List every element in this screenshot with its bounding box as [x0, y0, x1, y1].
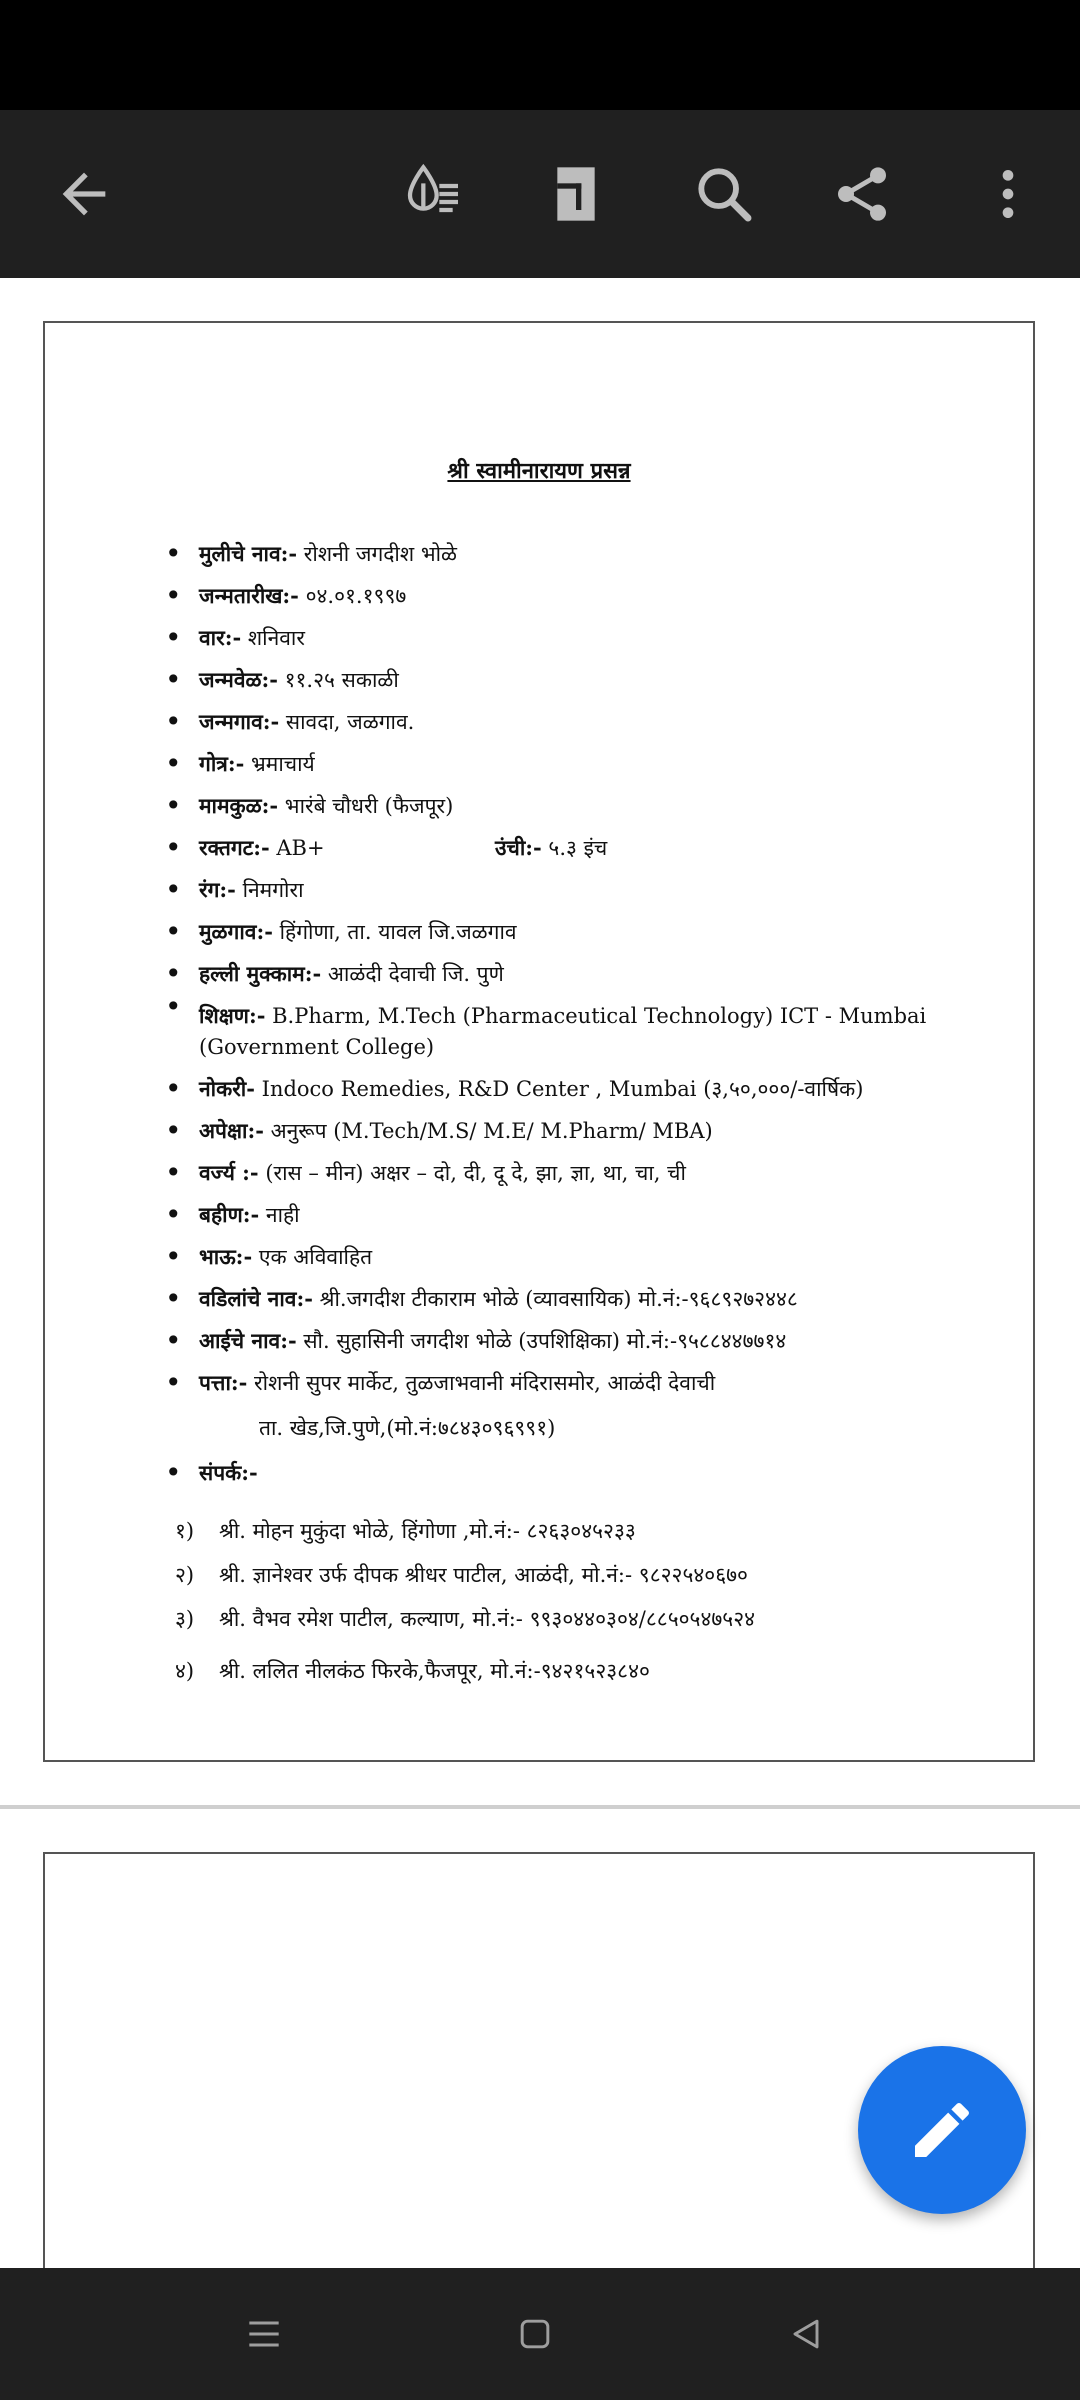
- biodata-fields: [165, 533, 985, 1494]
- field-avoid: • वर्ज्य :- (रास – मीन) अक्षर – दो, दी, दू दे, झा, ज्ञा, था, चा, ची: [165, 1152, 985, 1194]
- field-mother: • आईचे नाव:- सौ. सुहासिनी जगदीश भोळे (उपशिक्षिका) मो.नं:-९५८८४४७७१४: [165, 1320, 985, 1362]
- back-arrow-icon[interactable]: [44, 154, 124, 234]
- doc-title: श्री स्वामीनारायण प्रसन्न: [447, 458, 631, 484]
- search-icon[interactable]: [684, 154, 764, 234]
- field-mamkul: • मामकुळ:- भारंबे चौधरी (फैजपूर): [165, 785, 985, 827]
- field-expectation: • अपेक्षा:- अनुरूप (M.Tech/M.S/ M.E/ M.Pharm/ MBA): [165, 1110, 985, 1152]
- field-education: • शिक्षण:- B.Pharm, M.Tech (Pharmaceutical Technology) ICT - Mumbai (Government College): [165, 995, 985, 1068]
- field-brother: • भाऊ:- एक अविवाहित: [165, 1236, 985, 1278]
- system-nav-bar: [0, 2268, 1080, 2400]
- field-blood-height: • रक्तगट:- AB+ उंची:- ५.३ इंच: [165, 827, 985, 869]
- document-page-1: [43, 321, 1035, 1762]
- field-sister: • बहीण:- नाही: [165, 1194, 985, 1236]
- field-birth-place: • जन्मगाव:- सावदा, जळगाव.: [165, 701, 985, 743]
- reading-mode-icon[interactable]: [394, 154, 474, 234]
- status-bar: [0, 0, 1080, 110]
- contact-item: १) श्री. मोहन मुकुंदा भोळे, हिंगोणा ,मो.नं:- ८२६३०४५२३३: [175, 1519, 636, 1543]
- contact-item: ४) श्री. ललित नीलकंठ फिरके,फैजपूर, मो.नं:-९४२१५२३८४०: [175, 1659, 650, 1683]
- field-height: उंची:- ५.३ इंच: [495, 835, 608, 860]
- document-viewer[interactable]: [0, 278, 1080, 2268]
- document-page-2: [43, 1852, 1035, 2268]
- contact-list: [175, 1509, 995, 1693]
- contact-item: २) श्री. ज्ञानेश्वर उर्फ दीपक श्रीधर पाटील, आळंदी, मो.नं:- ९८२२५४०६७०: [175, 1563, 748, 1587]
- field-name: • मुलीचे नाव:- रोशनी जगदीश भोळे: [165, 533, 985, 575]
- page-separator: [0, 1805, 1080, 1809]
- home-icon[interactable]: [505, 2304, 565, 2364]
- share-icon[interactable]: [822, 154, 902, 234]
- field-birth-time: • जन्मवेळ:- ११.२५ सकाळी: [165, 659, 985, 701]
- app-toolbar: [0, 110, 1080, 278]
- field-contact: • संपर्क:-: [165, 1452, 985, 1494]
- field-day: • वार:- शनिवार: [165, 617, 985, 659]
- field-dob: • जन्मतारीख:- ०४.०१.१९९७: [165, 575, 985, 617]
- field-father: • वडिलांचे नाव:- श्री.जगदीश टीकाराम भोळे (व्यावसायिक) मो.नं:-९६८९२७२४४८: [165, 1278, 985, 1320]
- edit-fab-button[interactable]: [858, 2046, 1026, 2214]
- contact-item: ३) श्री. वैभव रमेश पाटील, कल्याण, मो.नं:- ९९३०४४०३०४/८८५०५४७५२४: [175, 1607, 756, 1631]
- field-complexion: • रंग:- निमगोरा: [165, 869, 985, 911]
- edit-pencil-icon: [906, 2094, 978, 2166]
- recent-apps-icon[interactable]: [234, 2304, 294, 2364]
- address-line-2: ता. खेड,जि.पुणे,(मो.नं:७८४३०९६९९१): [259, 1416, 556, 1440]
- more-options-icon[interactable]: [968, 154, 1048, 234]
- page-layout-icon[interactable]: [536, 154, 616, 234]
- field-address: • पत्ता:- रोशनी सुपर मार्केट, तुळजाभवानी मंदिरासमोर, आळंदी देवाची ता. खेड,जि.पुणे,(मो.नं:७८४३०९६९९१): [165, 1362, 985, 1452]
- field-gotra: • गोत्र:- भ्रमाचार्य: [165, 743, 985, 785]
- back-icon[interactable]: [776, 2304, 836, 2364]
- field-native: • मुळगाव:- हिंगोणा, ता. यावल जि.जळगाव: [165, 911, 985, 953]
- field-residence: • हल्ली मुक्काम:- आळंदी देवाची जि. पुणे: [165, 953, 985, 995]
- field-job: • नोकरी- Indoco Remedies, R&D Center , Mumbai (३,५०,०००/-वार्षिक): [165, 1068, 985, 1110]
